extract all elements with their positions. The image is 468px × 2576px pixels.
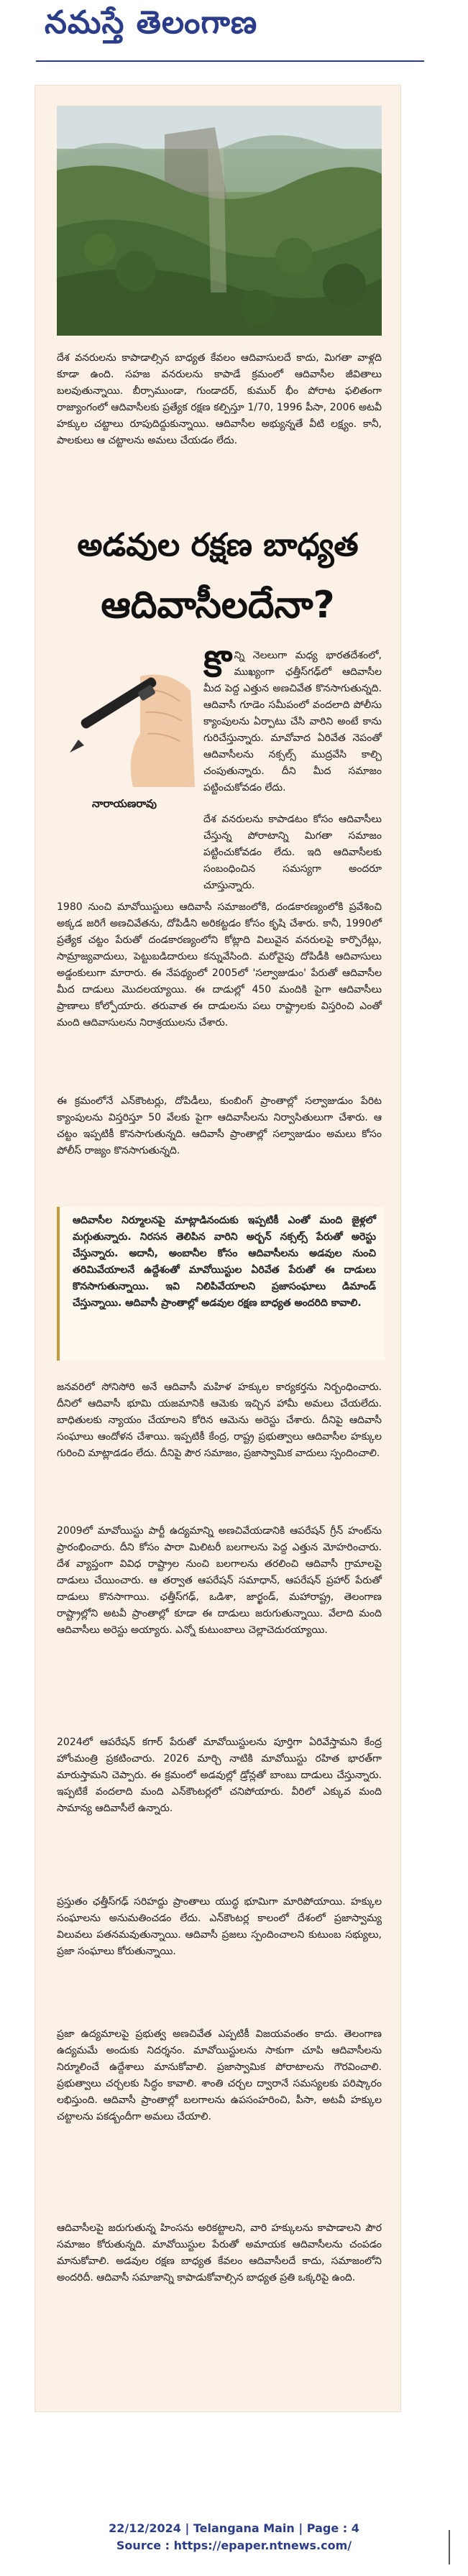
edition-info: 22/12/2024 | Telangana Main | Page : 4: [109, 2521, 359, 2535]
masthead: [0, 0, 468, 66]
pull-quote-text: ఆదివాసీల నిర్మూలనపై మాట్లాడినందుకు ఇప్పటికీ ఎంతో మంది జైళ్లలో మగ్గుతున్నారు. నిరసన తెలిపిన వారిని అర్బన్ నక్సల్స్ పేరుతో అరెస్టు చేస్తున్నారు. అదానీ, అంబానీల కోసం ఆదివాసీలను అడవుల నుంచి తరిమివేయాలనే ఉద్దేశంతో మావోయిస్టుల ఏరివేత పేరుతో ఈ దాడులు కొనసాగుతున్నాయి. ఇవి నిలిపివేయాలని ప్రజాసంఘాలు డిమాండ్ చేస్తున్నాయి. ఆదివాసీ ప్రాంతాల్లో అడవుల రక్షణ బాధ్యత అందరిది కావాలి.: [73, 1215, 376, 1309]
author-illustration: [54, 648, 195, 787]
margin-mark: [449, 2530, 450, 2564]
page-footer: [0, 2520, 468, 2554]
dropcap: కొ: [203, 643, 231, 685]
column-paragraph-2: దేశ వనరులను కాపాడటం కోసం ఆదివాసీలు చేస్తున్న పోరాటాన్ని మిగతా సమాజం పట్టించుకోవడం లేదు. ఇది ఆదివాసీలకు సంబంధించిన సమస్యగా అందరూ చూస్తున్నారు.: [203, 814, 382, 891]
closing-paragraph: ఆదివాసీలపై జరుగుతున్న హింసను అరికట్టాలని, వారి హక్కులను కాపాడాలని పౌర సమాజం కోరుతున్నది. మావోయిస్టుల పేరుతో అమాయక ఆదివాసీలను చంపడం మానుకోవాలి. అడవుల రక్షణ బాధ్యత కేవలం ఆదివాసీలదే కాదు, సమాజంలోని అందరిదీ. ఆదివాసీ సమాజాన్ని కాపాడుకోవాల్సిన బాధ్యత ప్రతి ఒక్కరిపై ఉంది.: [57, 2222, 382, 2283]
column-paragraph-1: [203, 643, 382, 796]
article-clipping: [35, 85, 401, 2412]
newspaper-logo: నమస్తే తెలంగాణ: [45, 4, 258, 41]
hand-pen-icon: [54, 648, 195, 787]
pull-quote: [57, 1207, 385, 1361]
history-paragraph: 1980 నుంచి మావోయిస్టులు ఆదివాసీ సమాజంలోకి, దండకారణ్యంలోకి ప్రవేశించి అక్కడ జరిగే అణచివేతను, దోపిడీని అరికట్టడం కోసం కృషి చేశారు. కానీ, 1990లో ప్రత్యేక చట్టం పేరుతో దండకారణ్యంలోని కోట్లాది విలువైన వనరులపై కార్పొరేట్లు, సామ్రాజ్యవాదులు, పెట్టుబడిదారులు కన్నువేసింది. మరోవైపు దోపిడీకి ఆదివాసులు అడ్డంకులుగా మారారు. ఈ నేపథ్యంలో 2005లో 'సల్వాజుడుం' పేరుతో ఆదివాసీల మీద దాడులు మొదలయ్యాయి. ఈ దాడుల్లో 450 మందికి పైగా ఆదివాసీలు ప్రాణాలు కోల్పోయారు. తరువాత ఈ దాడులను పలు రాష్ట్రాలకు విస్తరించి ఎంతో మంది ఆదివాసులను నిరాశ్రయులను చేశారు.: [57, 901, 382, 1029]
author-byline: నారాయణరావు: [92, 797, 157, 810]
article-headline: [50, 517, 386, 636]
people-movements-paragraph: ప్రజా ఉద్యమాలపై ప్రభుత్వ అణచివేత ఎప్పటికీ విజయవంతం కాదు. తెలంగాణ ఉద్యమమే అందుకు నిదర్శనం. మావోయిస్టులను సాకుగా చూపి ఆదివాసీలను నిర్మూలించే ఉద్దేశాలు మానుకోవాలి. ప్రజాస్వామిక పోరాటాలను గౌరవించాలి. ప్రభుత్వాలు చర్చలకు సిద్ధం కావాలి. శాంతి చర్చల ద్వారానే సమస్యలకు పరిష్కారం లభిస్తుంది. ఆదివాసీ ప్రాంతాల్లో బలగాలను ఉపసంహరించి, పీసా, అటవీ హక్కుల చట్టాలను పకడ్బందీగా అమలు చేయాలి.: [57, 2028, 382, 2122]
green-hunt-paragraph: 2009లో మావోయిస్టు పార్టీ ఉద్యమాన్ని అణచివేయడానికి ఆపరేషన్ గ్రీన్ హంట్‌ను ప్రారంభించారు. దీని కోసం పారా మిలిటరీ బలగాలను పెద్ద ఎత్తున మోహరించారు. దేశ వ్యాప్తంగా వివిధ రాష్ట్రాల నుంచి బలగాలను తరలించి ఆదివాసీ గ్రామాలపై దాడులు చేయించారు. ఆ తర్వాత ఆపరేషన్ సమాధాన్, ఆపరేషన్ ప్రహార్ పేరుతో దాడులు కొనసాగాయి. ఛత్తీస్‌గఢ్, ఒడిశా, జార్ఖండ్, మహారాష్ట్ర, తెలంగాణ రాష్ట్రాల్లోని అటవీ ప్రాంతాల్లో కూడా ఈ దాడులు జరుగుతున్నాయి. వేలాది మంది ఆదివాసీలు అరెస్టు అయ్యారు. ఎన్నో కుటుంబాలు చెల్లాచెదురయ్యాయి.: [57, 1525, 382, 1636]
forest-cliff-photo: [57, 106, 382, 336]
headline-line-2: ఆదివాసీలదేనా?: [101, 584, 335, 627]
soni-sori-paragraph: జనవరిలో సోనిసోరి అనే ఆదివాసీ మహిళ హక్కుల కార్యకర్తను నిర్బంధించారు. దీనిలో ఆదివాసీ భూమి యజమానికి ఆమెకు ఇచ్చిన హామీ అమలు చేయలేదు. బాధితులకు న్యాయం చేయాలని కోరిన ఆమెను అరెస్టు చేశారు. దీనిపై ఆదివాసీ సంఘాలు ఆందోళన చేశాయి. ఇప్పటికీ కేంద్ర, రాష్ట్ర ప్రభుత్వాలు ఆదివాసీల హక్కుల గురించి మాట్లాడడం లేదు. దీనిపై పౌర సమాజం, ప్రజాస్వామిక వాదులు స్పందించాలి.: [57, 1381, 382, 1459]
headline-line-1: అడవుల రక్షణ బాధ్యత: [77, 527, 359, 564]
kagar-paragraph: 2024లో ఆపరేషన్ కగార్ పేరుతో మావోయిస్టులను పూర్తిగా ఏరివేస్తామని కేంద్ర హోంమంత్రి ప్రకటించారు. 2026 మార్చి నాటికి మావోయిస్టు రహిత భారత్‌గా మారుస్తామని చెప్పారు. ఈ క్రమంలో అడవుల్లో డ్రోన్లతో బాంబు దాడులు చేస్తున్నారు. ఇప్పటికే వందలాది మంది ఎన్‌కౌంటర్లలో చనిపోయారు. వీరిలో ఎక్కువ మంది సామాన్య ఆదివాసీలే ఉన్నారు.: [57, 1736, 382, 1814]
intro-paragraph: దేశ వనరులను కాపాడాల్సిన బాధ్యత కేవలం ఆదివాసులదే కాదు, మిగతా వాళ్లది కూడా ఉంది. సహజ వనరులను కాపాడే క్రమంలో ఆదివాసీల జీవితాలు బలవుతున్నాయి. బీర్సాముండా, గుండాదర్, కుముర్ భీం పోరాట ఫలితంగా రాజ్యాంగంలో ఆదివాసీలకు ప్రత్యేక రక్షణ కల్పిస్తూ 1/70, 1996 పీసా, 2006 అటవీ హక్కుల చట్టాలు రూపుదిద్దుకున్నాయి. ఆదివాసీల అభ్యున్నతే వీటి లక్ష్యం. కానీ, పాలకులు ఆ చట్టాలను అమలు చేయడం లేదు.: [57, 352, 382, 446]
column-paragraph-1-text: న్ని నెలలుగా మధ్య భారతదేశంలో, ముఖ్యంగా ఛత్తీస్‌గఢ్‌లో ఆదివాసీల మీద పెద్ద ఎత్తున అణచివేత కొనసాగుతున్నది. ఆదివాసీ గూడెం సమీపంలో వందలాది పోలీసు క్యాంపులను ఏర్పాటు చేసి వారిని అంటే కాను గురిచేస్తున్నారు. మావోవాద ఏరివేత నెపంతో ఆదివాసీలను నక్సల్స్ ముద్రవేసి కాల్చి చంపుతున్నారు. దీని మీద సమాజం పట్టించుకోవడం లేదు.: [203, 650, 382, 794]
forest-cliff-illustration: [57, 106, 382, 336]
masthead-divider: [36, 60, 424, 62]
source-link[interactable]: Source : https://epaper.ntnews.com/: [116, 2539, 352, 2552]
present-situation-paragraph: ప్రస్తుతం ఛత్తీస్‌గఢ్ సరిహద్దు ప్రాంతాలు యుద్ధ భూమిగా మారిపోయాయి. హక్కుల సంఘాలను అనుమతించడం లేదు. ఎన్‌కౌంటర్ల కాలంలో దేశంలో ప్రజాస్వామ్య విలువలు పతనమవుతున్నాయి. ఆదివాసీ ప్రజలు స్పందించాలని కుటుంబ సభ్యులు, ప్రజా సంఘాలు కోరుతున్నాయి.: [57, 1896, 382, 1957]
operations-paragraph: ఈ క్రమంలోనే ఎన్‌కౌంటర్లు, దోపిడీలు, కుంబింగ్ ప్రాంతాల్లో సల్వాజుడుం పేరిట క్యాంపులను విస్తరిస్తూ 50 వేలకు పైగా ఆదివాసీలను నిర్వాసితులుగా చేశారు. ఆ చట్టం ఇప్పటికీ కొనసాగుతున్నది. ఆదివాసీ ప్రాంతాల్లో సల్వాజుడుం అమలు కోసం పోలీస్ రాజ్యం కొనసాగుతున్నది.: [57, 1095, 382, 1156]
